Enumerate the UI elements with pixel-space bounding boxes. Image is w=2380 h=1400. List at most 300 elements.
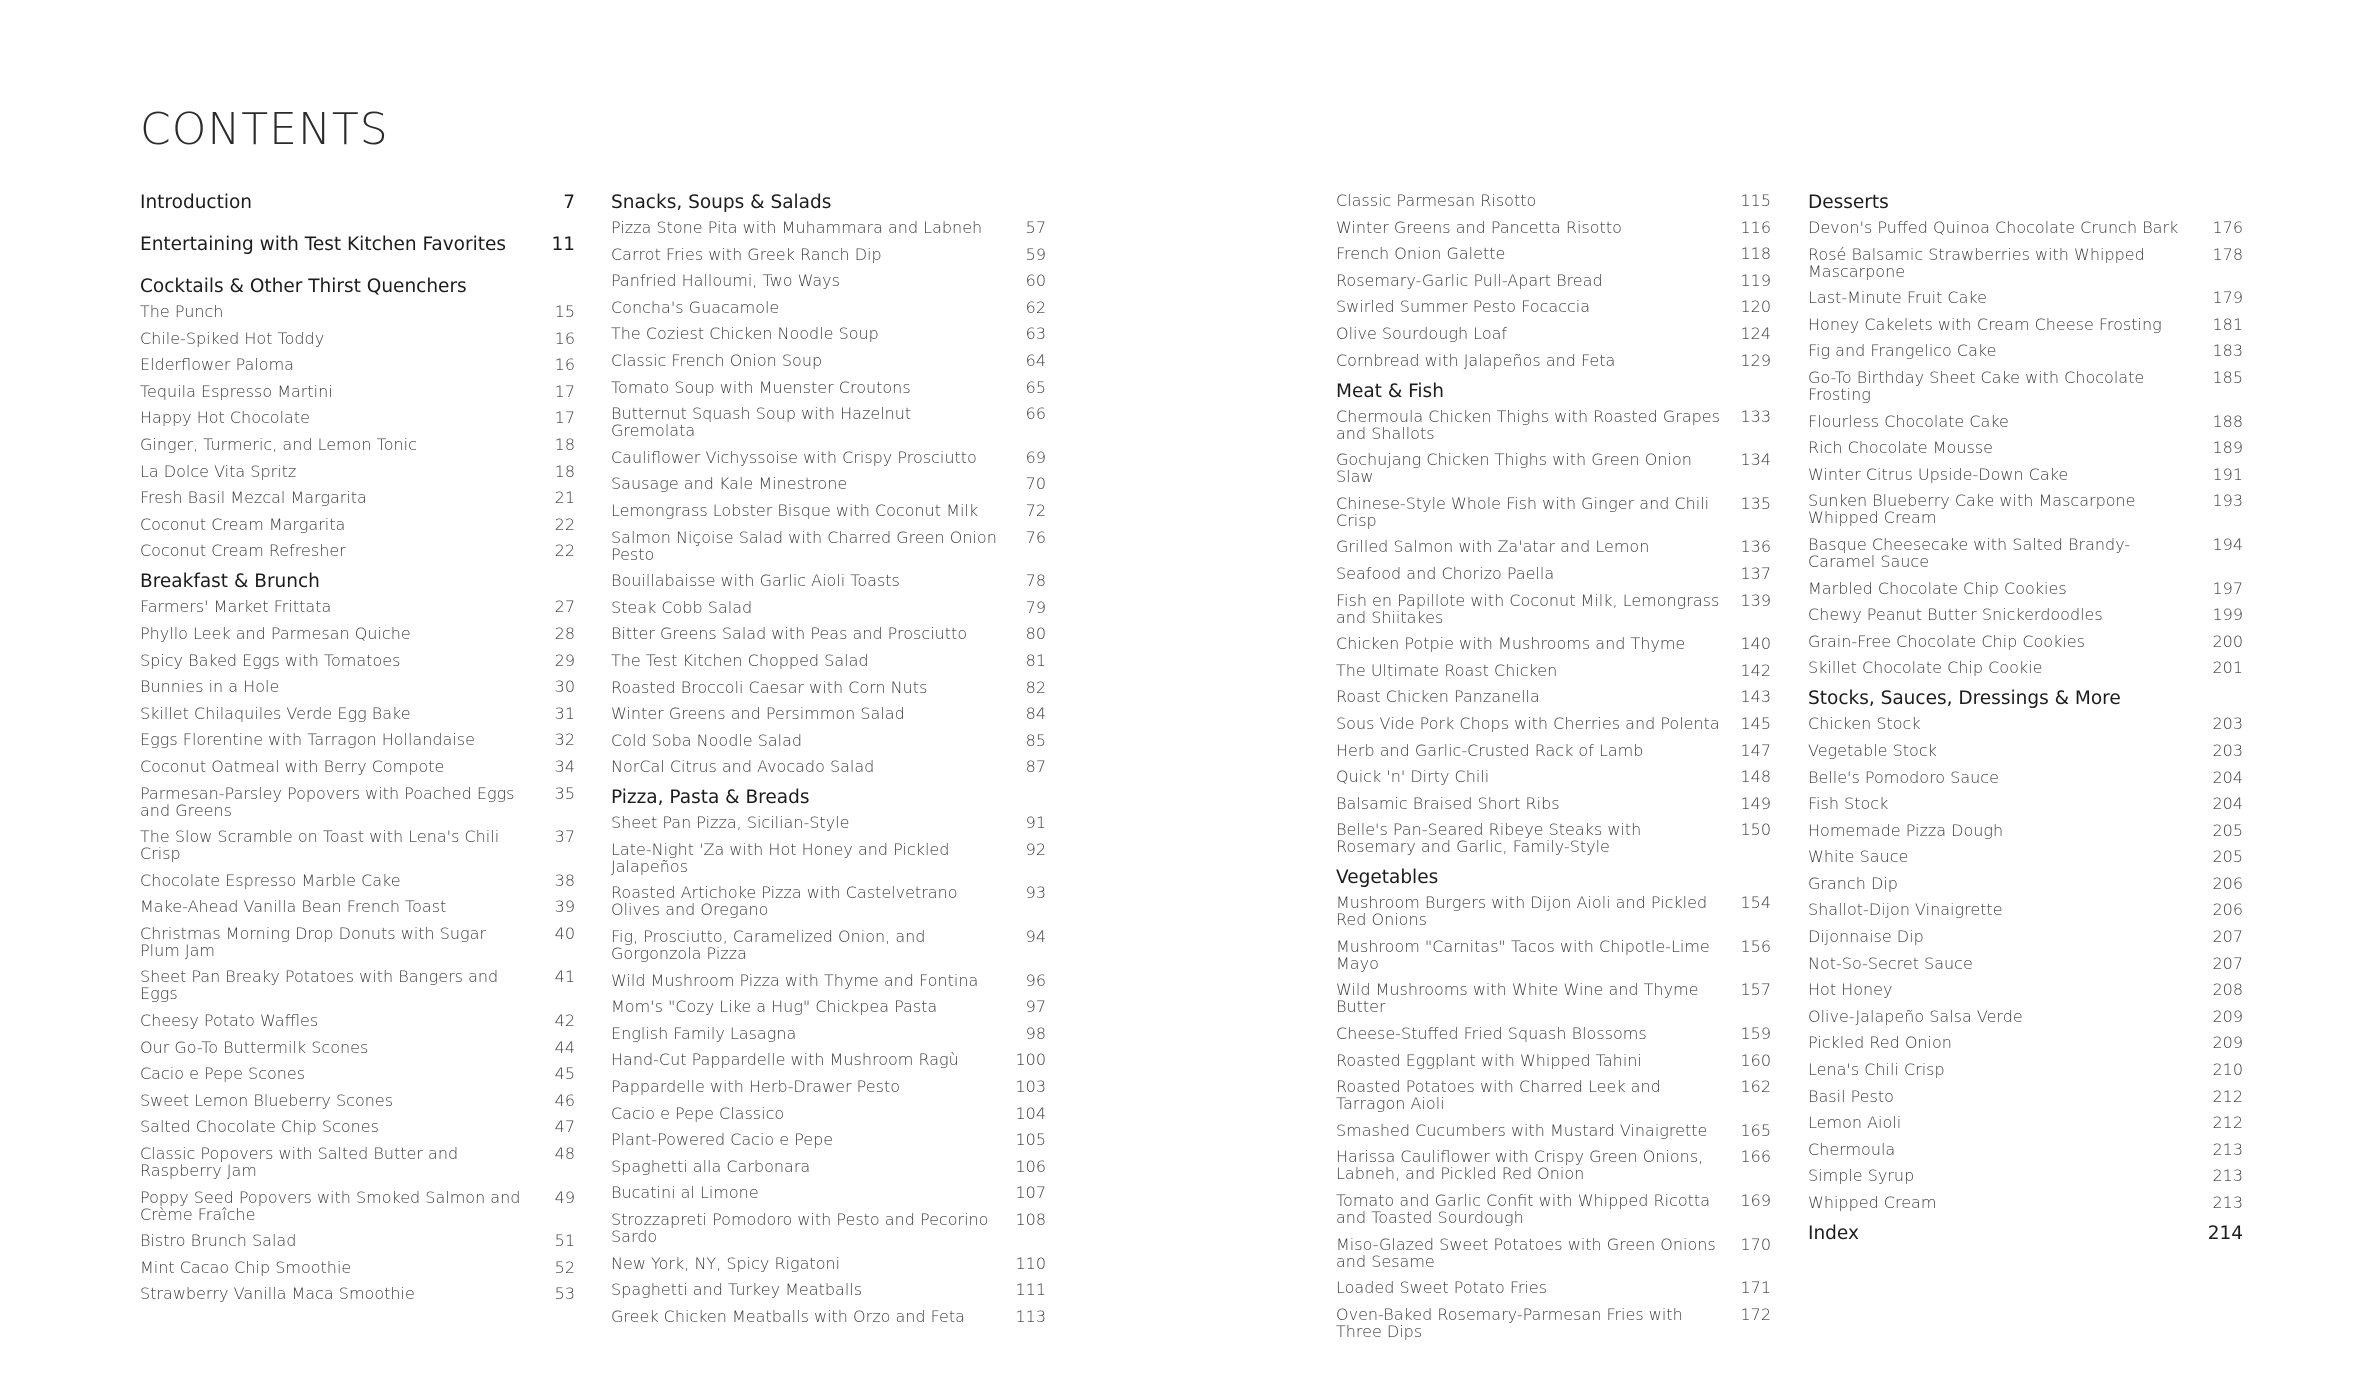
toc-entry[interactable] [1808, 795, 2243, 812]
toc-entry[interactable] [611, 1281, 1046, 1298]
toc-entry[interactable] [140, 516, 575, 533]
toc-entry[interactable] [1336, 1192, 1771, 1226]
toc-entry-page: 72 [1025, 500, 1046, 520]
toc-entry-title: Hot Honey [1808, 980, 1893, 1000]
toc-entry[interactable] [611, 732, 1046, 749]
toc-entry[interactable] [1336, 1236, 1771, 1270]
toc-entry[interactable] [1808, 342, 2243, 359]
toc-entry[interactable] [611, 1078, 1046, 1095]
toc-entry-page: 212 [2212, 1086, 2243, 1106]
toc-entry-page: 116 [1740, 217, 1771, 237]
toc-entry-title: Go-To Birthday Sheet Cake with Chocolate Frosting [1808, 367, 2145, 404]
toc-entry[interactable] [140, 898, 575, 915]
toc-entry-page: 96 [1025, 970, 1046, 990]
toc-entry[interactable] [1336, 795, 1771, 812]
section-heading[interactable] [1336, 381, 1771, 403]
toc-entry[interactable] [1808, 466, 2243, 483]
toc-entry[interactable] [1336, 1148, 1771, 1182]
toc-entry[interactable] [140, 436, 575, 453]
toc-entry-page: 209 [2212, 1006, 2243, 1026]
toc-entry[interactable] [1336, 192, 1771, 209]
toc-entry[interactable] [140, 1145, 575, 1179]
toc-entry-page: 207 [2212, 953, 2243, 973]
toc-entry[interactable] [1808, 875, 2243, 892]
toc-entry[interactable] [611, 379, 1046, 396]
toc-entry-title: Poppy Seed Popovers with Smoked Salmon and Crème Fraîche [140, 1187, 521, 1224]
toc-entry-title: Wild Mushroom Pizza with Thyme and Fontina [611, 970, 979, 990]
toc-entry[interactable] [1808, 1088, 2243, 1105]
toc-entry-title: Herb and Garlic-Crusted Rack of Lamb [1336, 740, 1644, 760]
toc-entry[interactable] [1336, 894, 1771, 928]
toc-entry[interactable] [611, 219, 1046, 236]
toc-entry[interactable] [140, 409, 575, 426]
toc-section [1336, 192, 1771, 369]
toc-entry[interactable] [611, 299, 1046, 316]
toc-entry-title: Roasted Potatoes with Charred Leek and Tarragon Aioli [1336, 1077, 1661, 1114]
toc-entry-page: 69 [1025, 447, 1046, 467]
toc-entry-page: 18 [554, 434, 575, 454]
section-heading[interactable] [611, 192, 1046, 214]
toc-entry-title: Honey Cakelets with Cream Cheese Frosting [1808, 314, 2162, 334]
toc-entry[interactable] [140, 625, 575, 642]
toc-entry[interactable] [611, 998, 1046, 1015]
toc-entry-title: Salted Chocolate Chip Scones [140, 1117, 379, 1137]
toc-entry-title: Chicken Stock [1808, 714, 1921, 734]
toc-entry-page: 137 [1740, 563, 1771, 583]
toc-entry[interactable] [1808, 1167, 2243, 1184]
toc-entry[interactable] [1336, 1025, 1771, 1042]
toc-entry[interactable] [1336, 219, 1771, 236]
toc-entry-page: 82 [1025, 677, 1046, 697]
toc-entry-title: The Ultimate Roast Chicken [1336, 660, 1558, 680]
toc-entry-title: Skillet Chocolate Chip Cookie [1808, 658, 2043, 678]
toc-entry-page: 107 [1015, 1183, 1046, 1203]
toc-entry[interactable] [140, 1065, 575, 1082]
toc-entry-page: 165 [1740, 1120, 1771, 1140]
toc-entry[interactable] [1808, 413, 2243, 430]
toc-entry[interactable] [140, 731, 575, 748]
section-heading-title: Breakfast & Brunch [140, 571, 320, 593]
toc-entry-page: 28 [554, 623, 575, 643]
toc-entry[interactable] [1336, 451, 1771, 485]
toc-entry-page: 94 [1025, 927, 1046, 947]
toc-entry-title: Lemongrass Lobster Bisque with Coconut Milk [611, 500, 979, 520]
toc-entry-title: Cheesy Potato Waffles [140, 1011, 319, 1031]
toc-entry[interactable] [1336, 538, 1771, 555]
toc-entry-page: 178 [2212, 244, 2243, 264]
toc-entry-page: 51 [554, 1231, 575, 1251]
toc-entry[interactable] [611, 841, 1046, 875]
toc-entry[interactable] [1336, 715, 1771, 732]
toc-entry-title: Roast Chicken Panzanella [1336, 687, 1540, 707]
toc-entry[interactable] [140, 758, 575, 775]
toc-entry[interactable] [1808, 822, 2243, 839]
toc-entry-title: Lemon Aioli [1808, 1113, 1902, 1133]
toc-entry[interactable] [140, 1012, 575, 1029]
toc-entry-title: Happy Hot Chocolate [140, 408, 310, 428]
toc-entry[interactable] [1808, 606, 2243, 623]
toc-entry-page: 93 [1025, 883, 1046, 903]
toc-entry-title: Chinese-Style Whole Fish with Ginger and Chili Crisp [1336, 493, 1710, 530]
toc-entry-page: 48 [554, 1144, 575, 1164]
toc-entry-page: 29 [554, 650, 575, 670]
toc-entry-page: 172 [1740, 1304, 1771, 1324]
section-heading[interactable] [140, 571, 575, 593]
toc-entry[interactable] [1336, 495, 1771, 529]
toc-entry-title: English Family Lasagna [611, 1023, 797, 1043]
toc-entry-page: 21 [554, 488, 575, 508]
toc-entry[interactable] [611, 572, 1046, 589]
toc-entry[interactable] [140, 1189, 575, 1223]
toc-entry-page: 62 [1025, 297, 1046, 317]
toc-entry[interactable] [140, 828, 575, 862]
toc-entry-title: Coconut Oatmeal with Berry Compote [140, 756, 445, 776]
toc-entry[interactable] [611, 928, 1046, 962]
toc-entry[interactable] [611, 705, 1046, 722]
toc-entry[interactable] [1808, 219, 2243, 236]
toc-entry-title: Cheese-Stuffed Fried Squash Blossoms [1336, 1024, 1647, 1044]
toc-entry[interactable] [1336, 1122, 1771, 1139]
toc-entry-title: French Onion Galette [1336, 244, 1506, 264]
toc-entry-page: 191 [2212, 464, 2243, 484]
toc-entry-page: 31 [554, 703, 575, 723]
toc-entry[interactable] [611, 758, 1046, 775]
toc-entry[interactable] [1808, 439, 2243, 456]
section-heading[interactable] [140, 276, 575, 298]
toc-entry[interactable] [140, 872, 575, 889]
toc-entry[interactable] [1336, 272, 1771, 289]
toc-section [1336, 381, 1771, 856]
toc-entry-page: 206 [2212, 900, 2243, 920]
toc-entry[interactable] [611, 814, 1046, 831]
toc-entry[interactable] [1336, 821, 1771, 855]
toc-entry-title: Devon's Puffed Quinoa Chocolate Crunch Bark [1808, 218, 2179, 237]
section-heading-title: Index [1808, 1223, 1859, 1244]
toc-entry-title: Roasted Artichoke Pizza with Castelvetrano Olives and Oregano [611, 883, 958, 920]
toc-entry-page: 16 [554, 355, 575, 375]
toc-entry[interactable] [1808, 1008, 2243, 1025]
toc-entry[interactable] [611, 475, 1046, 492]
toc-entry[interactable] [140, 1259, 575, 1276]
toc-entry[interactable] [140, 598, 575, 615]
toc-entry-title: Fresh Basil Mezcal Margarita [140, 488, 367, 508]
toc-entry-page: 203 [2212, 714, 2243, 734]
toc-entry-page: 136 [1740, 537, 1771, 557]
toc-entry[interactable] [611, 884, 1046, 918]
toc-entry[interactable] [611, 599, 1046, 616]
toc-entry[interactable] [611, 652, 1046, 669]
toc-entry-title: Strozzapreti Pomodoro with Pesto and Pecorino Sardo [611, 1210, 989, 1246]
toc-entry-title: Last-Minute Fruit Cake [1808, 288, 1987, 308]
toc-entry-title: Cold Soba Noodle Salad [611, 730, 803, 750]
toc-entry[interactable] [1808, 901, 2243, 918]
toc-entry-page: 188 [2212, 411, 2243, 431]
toc-entry[interactable] [611, 502, 1046, 519]
toc-entry[interactable] [611, 1131, 1046, 1148]
toc-entry-title: Pizza Stone Pita with Muhammara and Labneh [611, 218, 983, 237]
toc-entry-title: Grain-Free Chocolate Chip Cookies [1808, 631, 2085, 651]
toc-entry-page: 185 [2212, 367, 2243, 387]
toc-entry-page: 30 [554, 677, 575, 697]
toc-entry[interactable] [140, 356, 575, 373]
toc-section [140, 192, 575, 214]
toc-entry-page: 104 [1015, 1103, 1046, 1123]
toc-entry-title: Basque Cheesecake with Salted Brandy-Caramel Sauce [1808, 534, 2131, 571]
toc-entry-title: Parmesan-Parsley Popovers with Poached Eggs and Greens [140, 783, 515, 820]
toc-entry-title: Winter Greens and Persimmon Salad [611, 704, 905, 724]
section-heading[interactable] [1808, 192, 2243, 214]
toc-entry[interactable] [611, 352, 1046, 369]
toc-entry-page: 80 [1025, 624, 1046, 644]
toc-entry-page: 53 [554, 1284, 575, 1304]
toc-entry[interactable] [1808, 715, 2243, 732]
toc-entry[interactable] [1336, 1306, 1771, 1340]
toc-entry-title: Belle's Pan-Seared Ribeye Steaks with Rosemary and Garlic, Family-Style [1336, 820, 1642, 857]
toc-entry[interactable] [1336, 565, 1771, 582]
toc-entry-page: 22 [554, 514, 575, 534]
toc-entry[interactable] [1336, 662, 1771, 679]
toc-entry-title: Gochujang Chicken Thighs with Green Onion Slaw [1336, 450, 1692, 487]
toc-entry-title: Rosé Balsamic Strawberries with Whipped Mascarpone [1808, 244, 2145, 281]
toc-entry[interactable] [1336, 742, 1771, 759]
toc-entry-page: 197 [2212, 578, 2243, 598]
toc-entry-title: Mushroom Burgers with Dijon Aioli and Pickled Red Onions [1336, 893, 1708, 930]
toc-entry-title: Chocolate Espresso Marble Cake [140, 870, 401, 890]
toc-entry-title: Coconut Cream Margarita [140, 514, 346, 534]
toc-entry-page: 199 [2212, 605, 2243, 625]
toc-entry[interactable] [1808, 536, 2243, 570]
toc-entry[interactable] [1336, 981, 1771, 1015]
toc-entry[interactable] [140, 330, 575, 347]
toc-entry[interactable] [1336, 592, 1771, 626]
toc-entry[interactable] [1808, 246, 2243, 280]
toc-section [1808, 1223, 2243, 1245]
toc-entry-title: La Dolce Vita Spritz [140, 461, 297, 481]
toc-entry[interactable] [140, 303, 575, 320]
toc-entry-page: 209 [2212, 1033, 2243, 1053]
toc-entry-page: 189 [2212, 438, 2243, 458]
toc-entry-title: Bucatini al Limone [611, 1183, 759, 1203]
toc-entry-page: 160 [1740, 1050, 1771, 1070]
toc-entry[interactable] [1808, 289, 2243, 306]
toc-entry[interactable] [1808, 1194, 2243, 1211]
section-heading-title: Vegetables [1336, 867, 1439, 889]
toc-entry[interactable] [611, 246, 1046, 263]
toc-entry-title: Tequila Espresso Martini [140, 381, 333, 401]
toc-entry-title: Quick 'n' Dirty Chili [1336, 767, 1490, 787]
section-heading-page: 7 [563, 192, 575, 213]
toc-entry-title: Belle's Pomodoro Sauce [1808, 767, 1999, 787]
toc-entry[interactable] [1808, 580, 2243, 597]
toc-entry-title: Fish en Papillote with Coconut Milk, Lemongrass and Shiitakes [1336, 590, 1720, 627]
toc-entry-page: 193 [2212, 491, 2243, 511]
toc-entry-page: 17 [554, 381, 575, 401]
toc-entry-title: Salmon Niçoise Salad with Charred Green Onion Pesto [611, 527, 997, 564]
toc-entry[interactable] [140, 678, 575, 695]
toc-entry-title: Granch Dip [1808, 873, 1898, 893]
toc-entry-page: 57 [1025, 218, 1046, 237]
toc-entry-page: 207 [2212, 927, 2243, 947]
toc-entry[interactable] [1808, 369, 2243, 403]
toc-entry-page: 181 [2212, 314, 2243, 334]
toc-entry-title: Simple Syrup [1808, 1166, 1915, 1186]
toc-entry-title: NorCal Citrus and Avocado Salad [611, 757, 875, 777]
toc-entry[interactable] [1336, 768, 1771, 785]
toc-entry-page: 134 [1740, 450, 1771, 470]
toc-entry[interactable] [611, 1025, 1046, 1042]
toc-entry[interactable] [1808, 848, 2243, 865]
toc-entry[interactable] [611, 625, 1046, 642]
toc-entry[interactable] [140, 542, 575, 559]
toc-entry[interactable] [140, 1092, 575, 1109]
toc-entry-title: Olive-Jalapeño Salsa Verde [1808, 1006, 2023, 1026]
toc-entry[interactable] [1808, 633, 2243, 650]
toc-entry-title: Cacio e Pepe Classico [611, 1103, 785, 1123]
toc-entry[interactable] [140, 1285, 575, 1302]
toc-entry-page: 45 [554, 1064, 575, 1084]
toc-entry[interactable] [611, 1211, 1046, 1245]
toc-entry[interactable] [140, 1039, 575, 1056]
toc-entry-title: Make-Ahead Vanilla Bean French Toast [140, 897, 447, 917]
toc-entry[interactable] [611, 272, 1046, 289]
section-heading[interactable] [1808, 1223, 2243, 1245]
toc-entry-title: Whipped Cream [1808, 1193, 1937, 1212]
toc-entry-page: 37 [554, 827, 575, 847]
toc-entry[interactable] [1808, 1034, 2243, 1051]
toc-entry[interactable] [611, 1308, 1046, 1325]
toc-entry[interactable] [140, 705, 575, 722]
toc-entry-page: 204 [2212, 794, 2243, 814]
toc-entry[interactable] [140, 1118, 575, 1135]
toc-entry-page: 66 [1025, 404, 1046, 424]
toc-entry-page: 52 [554, 1257, 575, 1277]
toc-entry-title: Chile-Spiked Hot Toddy [140, 328, 325, 348]
section-heading-page: 214 [2207, 1223, 2243, 1244]
section-heading-title: Cocktails & Other Thirst Quenchers [140, 276, 467, 297]
toc-entry[interactable] [611, 325, 1046, 342]
toc-entry[interactable] [611, 679, 1046, 696]
toc-entry-title: Wild Mushrooms with White Wine and Thyme Butter [1336, 980, 1699, 1017]
toc-entry[interactable] [140, 925, 575, 959]
toc-entry[interactable] [140, 785, 575, 819]
toc-entry[interactable] [611, 1105, 1046, 1122]
toc-entry[interactable] [611, 1184, 1046, 1201]
section-heading[interactable] [1808, 688, 2243, 710]
toc-entry-page: 133 [1740, 406, 1771, 426]
section-heading-title: Pizza, Pasta & Breads [611, 787, 810, 809]
toc-entry-title: Harissa Cauliflower with Crispy Green Onions, Labneh, and Pickled Red Onion [1336, 1147, 1704, 1184]
section-heading[interactable] [140, 192, 575, 214]
toc-entry[interactable] [1808, 955, 2243, 972]
toc-entry[interactable] [1336, 1279, 1771, 1296]
toc-entry[interactable] [611, 529, 1046, 563]
toc-entry[interactable] [1808, 659, 2243, 676]
toc-entry-page: 150 [1740, 820, 1771, 840]
toc-entry-title: Chermoula [1808, 1139, 1896, 1159]
toc-entry-page: 213 [2212, 1193, 2243, 1212]
toc-entry[interactable] [1808, 492, 2243, 526]
toc-entry[interactable] [611, 1051, 1046, 1068]
toc-entry-page: 16 [554, 328, 575, 348]
toc-entry[interactable] [611, 449, 1046, 466]
toc-entry-title: Coconut Cream Refresher [140, 541, 346, 561]
toc-entry-title: Our Go-To Buttermilk Scones [140, 1037, 369, 1057]
toc-entry[interactable] [1336, 298, 1771, 315]
toc-entry-title: Rich Chocolate Mousse [1808, 438, 1993, 458]
toc-entry-title: Bistro Brunch Salad [140, 1231, 297, 1251]
toc-entry-page: 148 [1740, 767, 1771, 787]
toc-entry-title: Roasted Eggplant with Whipped Tahini [1336, 1050, 1642, 1070]
toc-entry-page: 15 [554, 302, 575, 321]
toc-entry[interactable] [1808, 1141, 2243, 1158]
toc-entry[interactable] [140, 463, 575, 480]
toc-entry[interactable] [1336, 635, 1771, 652]
toc-section [140, 276, 575, 559]
toc-entry[interactable] [1336, 408, 1771, 442]
toc-entry-title: The Test Kitchen Chopped Salad [611, 650, 869, 670]
toc-entry-title: Hand-Cut Pappardelle with Mushroom Ragù [611, 1050, 959, 1070]
toc-column-2 [611, 192, 1046, 1337]
toc-entry-page: 166 [1740, 1147, 1771, 1167]
toc-entry-page: 81 [1025, 650, 1046, 670]
toc-entry[interactable] [611, 1158, 1046, 1175]
toc-entry[interactable] [1336, 938, 1771, 972]
toc-entry[interactable] [1808, 1114, 2243, 1131]
section-heading-page: 11 [551, 234, 575, 255]
toc-entry-title: Chicken Potpie with Mushrooms and Thyme [1336, 634, 1686, 654]
toc-entry-page: 103 [1015, 1077, 1046, 1097]
toc-entry[interactable] [1808, 769, 2243, 786]
toc-entry-page: 118 [1740, 244, 1771, 264]
toc-entry-page: 115 [1740, 191, 1771, 210]
toc-entry[interactable] [1336, 245, 1771, 262]
section-heading[interactable] [611, 787, 1046, 809]
section-heading[interactable] [140, 234, 575, 256]
toc-entry[interactable] [1808, 981, 2243, 998]
toc-entry-page: 201 [2212, 658, 2243, 678]
toc-entry[interactable] [1336, 688, 1771, 705]
toc-entry[interactable] [1336, 1052, 1771, 1069]
toc-entry-title: Plant-Powered Cacio e Pepe [611, 1130, 834, 1150]
toc-entry-title: Chermoula Chicken Thighs with Roasted Grapes and Shallots [1336, 406, 1720, 443]
toc-entry[interactable] [140, 383, 575, 400]
toc-entry[interactable] [1336, 1078, 1771, 1112]
toc-entry-page: 156 [1740, 936, 1771, 956]
toc-entry[interactable] [1808, 928, 2243, 945]
toc-entry-page: 205 [2212, 847, 2243, 867]
toc-entry[interactable] [1808, 742, 2243, 759]
toc-entry-title: Sausage and Kale Minestrone [611, 474, 848, 494]
section-heading[interactable] [1336, 867, 1771, 889]
toc-entry-page: 41 [554, 967, 575, 987]
toc-entry[interactable] [1808, 1061, 2243, 1078]
toc-entry[interactable] [140, 968, 575, 1002]
toc-column-4 [1808, 192, 2243, 1265]
toc-entry[interactable] [1808, 316, 2243, 333]
toc-entry[interactable] [611, 972, 1046, 989]
toc-entry[interactable] [611, 1255, 1046, 1272]
toc-entry[interactable] [140, 652, 575, 669]
toc-entry-title: Spaghetti alla Carbonara [611, 1156, 811, 1176]
toc-entry-page: 91 [1025, 813, 1046, 833]
toc-entry[interactable] [611, 405, 1046, 439]
toc-entry[interactable] [1336, 352, 1771, 369]
toc-entry-title: Pickled Red Onion [1808, 1033, 1952, 1053]
toc-entry-title: Winter Citrus Upside-Down Cake [1808, 464, 2069, 484]
toc-entry[interactable] [140, 1232, 575, 1249]
toc-entry[interactable] [140, 489, 575, 506]
toc-entry[interactable] [1336, 325, 1771, 342]
